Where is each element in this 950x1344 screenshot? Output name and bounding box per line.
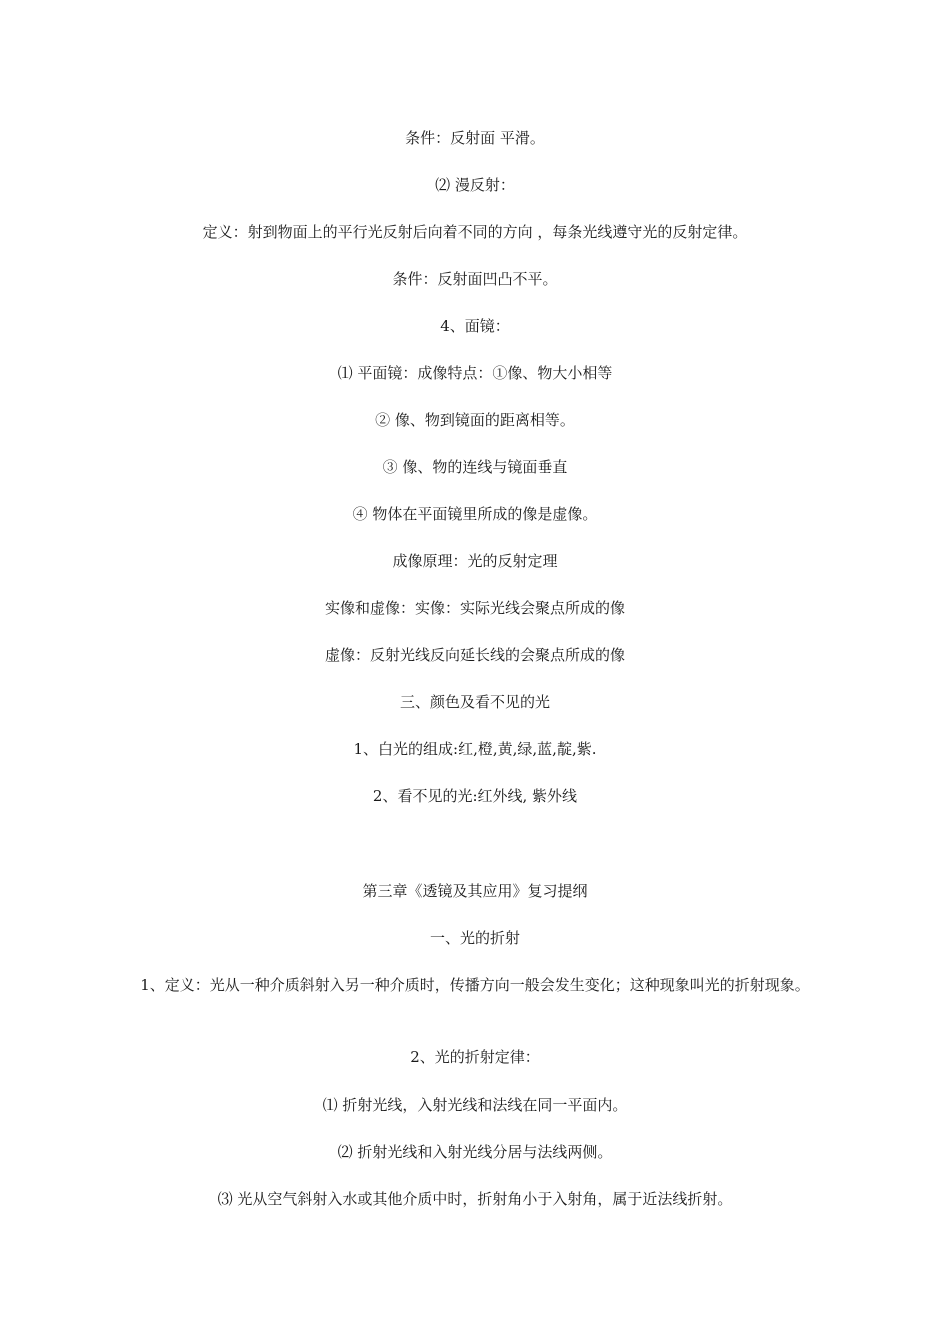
text-line: 实像和虚像：实像：实际光线会聚点所成的像 xyxy=(324,599,625,617)
text-line: 条件：反射面凹凸不平。 xyxy=(392,270,558,288)
text-line: ③ 像、物的连线与镜面垂直 xyxy=(382,458,568,476)
text-line: 虚像：反射光线反向延长线的会聚点所成的像 xyxy=(324,646,625,664)
text-line: ⑵ 漫反射： xyxy=(435,176,515,194)
text-line: 成像原理：光的反射定理 xyxy=(392,552,558,570)
text-line: ⑴ 平面镜：成像特点：①像、物大小相等 xyxy=(337,364,613,382)
text-line: ② 像、物到镜面的距离相等。 xyxy=(375,411,575,429)
text-line: 条件：反射面 平滑。 xyxy=(405,129,545,147)
section-heading: 一、光的折射 xyxy=(429,929,520,947)
text-line: 1、白光的组成:红,橙,黄,绿,蓝,靛,紫. xyxy=(353,740,597,758)
section-heading: 2、光的折射定律： xyxy=(410,1048,540,1066)
text-paragraph: 1、定义：光从一种介质斜射入另一种介质时，传播方向一般会发生变化；这种现象叫光的折射现象。 xyxy=(140,976,810,994)
text-line: 定义：射到物面上的平行光反射后向着不同的方向 ，每条光线遵守光的反射定律。 xyxy=(202,223,748,241)
chapter-title: 第三章《透镜及其应用》复习提纲 xyxy=(362,882,588,900)
text-line: ④ 物体在平面镜里所成的像是虚像。 xyxy=(352,505,598,523)
section-heading: 三、颜色及看不见的光 xyxy=(399,693,550,711)
section-heading: 4、面镜： xyxy=(440,317,510,335)
text-line: ⑵ 折射光线和入射光线分居与法线两侧。 xyxy=(337,1143,613,1161)
text-line: ⑴ 折射光线，入射光线和法线在同一平面内。 xyxy=(322,1096,628,1114)
text-line: ⑶ 光从空气斜射入水或其他介质中时，折射角小于入射角，属于近法线折射。 xyxy=(217,1190,733,1208)
text-line: 2、看不见的光:红外线, 紫外线 xyxy=(372,787,578,805)
